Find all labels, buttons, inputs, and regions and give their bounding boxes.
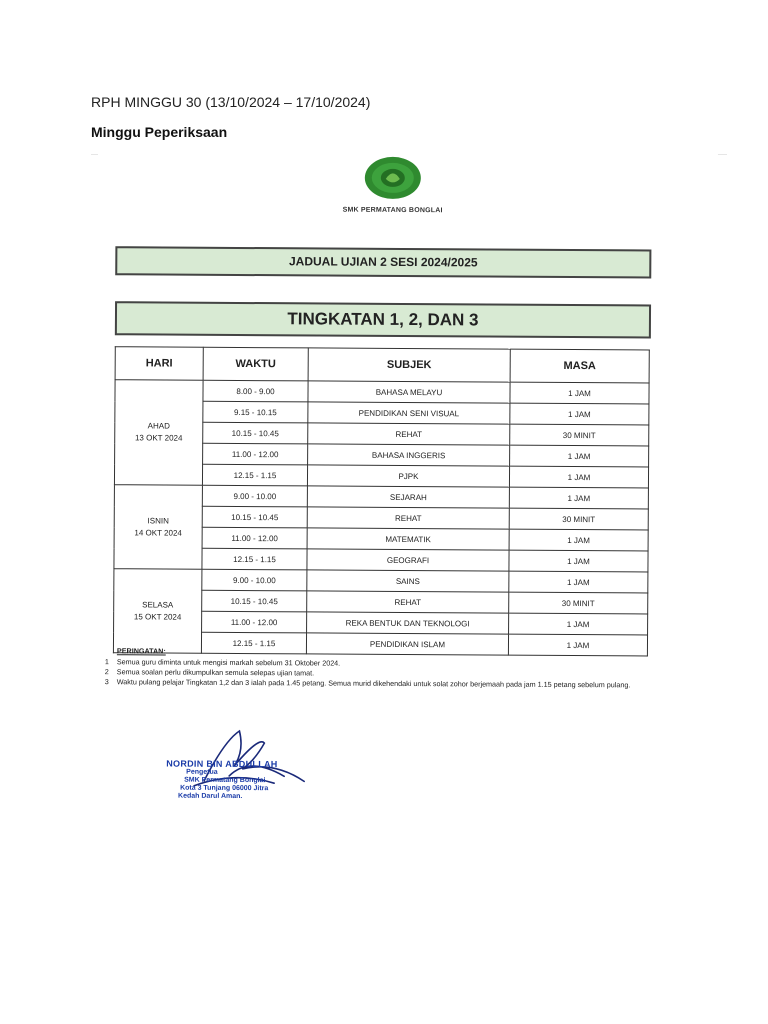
subject-cell: SEJARAH [307, 486, 509, 508]
subject-cell: REHAT [307, 591, 509, 613]
duration-cell: 1 JAM [509, 550, 648, 572]
subject-cell: PJPK [307, 465, 509, 487]
duration-cell: 1 JAM [509, 487, 648, 509]
schedule-title: JADUAL UJIAN 2 SESI 2024/2025 [115, 246, 651, 278]
form-level-title: TINGKATAN 1, 2, DAN 3 [115, 301, 651, 338]
duration-cell: 30 MINIT [509, 592, 648, 614]
duration-cell: 30 MINIT [510, 424, 649, 446]
time-cell: 11.00 - 12.00 [202, 611, 307, 633]
duration-cell: 1 JAM [510, 445, 649, 467]
time-cell: 12.15 - 1.15 [202, 464, 307, 486]
subject-cell: PENDIDIKAN SENI VISUAL [308, 402, 510, 424]
duration-cell: 1 JAM [510, 403, 649, 425]
day-date: 15 OKT 2024 [133, 611, 182, 622]
subject-cell: REKA BENTUK DAN TEKNOLOGI [307, 612, 509, 634]
time-cell: 10.15 - 10.45 [203, 422, 308, 444]
duration-cell: 30 MINIT [509, 508, 648, 530]
duration-cell: 1 JAM [509, 466, 648, 488]
subject-cell: BAHASA MELAYU [308, 381, 510, 403]
day-name: SELASA [142, 599, 174, 610]
subject-cell: GEOGRAFI [307, 549, 509, 571]
time-cell: 12.15 - 1.15 [201, 632, 306, 654]
time-cell: 8.00 - 9.00 [203, 380, 308, 402]
reminder-number: 1 [104, 657, 109, 667]
day-cell [114, 485, 203, 570]
table-row [114, 569, 648, 593]
reminder-number: 3 [104, 677, 109, 687]
exam-schedule-table [113, 346, 650, 656]
stamp-line: Kota 3 Tunjang 06000 Jitra [180, 784, 269, 793]
stamp-line: Kedah Darul Aman. [178, 792, 243, 801]
day-date: 14 OKT 2024 [134, 527, 182, 538]
day-cell [114, 380, 203, 486]
reminder-text: Semua guru diminta untuk mengisi markah sebelum 31 Oktober 2024. [116, 657, 341, 668]
stamp-line: Pengetua [186, 768, 218, 776]
subject-cell: MATEMATIK [307, 528, 509, 550]
table-row [114, 485, 648, 509]
duration-cell: 1 JAM [510, 382, 649, 404]
time-cell: 12.15 - 1.15 [202, 548, 307, 570]
time-cell: 11.00 - 12.00 [202, 527, 307, 549]
duration-cell: 1 JAM [509, 613, 648, 635]
day-name: ISNIN [147, 515, 169, 526]
school-logo-icon [364, 156, 422, 200]
header-time: WAKTU [203, 347, 308, 381]
reminders [95, 646, 705, 691]
page-heading: RPH MINGGU 30 (13/10/2024 – 17/10/2024) [91, 94, 371, 110]
subject-cell: SAINS [307, 570, 509, 592]
table-row [115, 380, 649, 404]
duration-cell: 1 JAM [509, 571, 648, 593]
duration-cell: 1 JAM [508, 634, 647, 656]
official-stamp [166, 759, 306, 802]
table-header-row [115, 347, 649, 383]
school-name: SMK PERMATANG BONGLAI [342, 206, 443, 215]
time-cell: 10.15 - 10.45 [202, 590, 307, 612]
principal-name: NORDIN BIN ABDULLAH [166, 758, 278, 770]
header-day: HARI [115, 347, 203, 381]
header-duration: MASA [510, 349, 649, 383]
time-cell: 9.15 - 10.15 [203, 401, 308, 423]
header-subject: SUBJEK [308, 348, 510, 382]
reminder-text: Semua soalan perlu dikumpulkan semula selepas ujian tamat. [116, 667, 315, 678]
reminders-title: PERINGATAN: [116, 646, 166, 656]
day-name: AHAD [147, 421, 170, 431]
time-cell: 9.00 - 10.00 [202, 569, 307, 591]
day-date: 13 OKT 2024 [134, 433, 183, 443]
subject-cell: REHAT [308, 423, 510, 445]
reminder-text: Waktu pulang pelajar Tingkatan 1,2 dan 3 ialah pada 1.45 petang. Semua murid dikehendaki untuk solat zohor berjemaah pada jam 1.15 petang sebelum pulang. [116, 677, 631, 690]
exam-schedule-photo [94, 148, 718, 837]
page-subheading: Minggu Peperiksaan [91, 124, 228, 140]
subject-cell: REHAT [307, 507, 509, 529]
stamp-line: SMK Permatang Bonglai [184, 776, 266, 785]
reminder-number: 2 [104, 667, 109, 677]
time-cell: 9.00 - 10.00 [202, 485, 307, 507]
day-cell [113, 569, 202, 654]
duration-cell: 1 JAM [509, 529, 648, 551]
subject-cell: PENDIDIKAN ISLAM [306, 633, 508, 655]
subject-cell: BAHASA INGGERIS [308, 444, 510, 466]
time-cell: 11.00 - 12.00 [203, 443, 308, 465]
time-cell: 10.15 - 10.45 [202, 506, 307, 528]
